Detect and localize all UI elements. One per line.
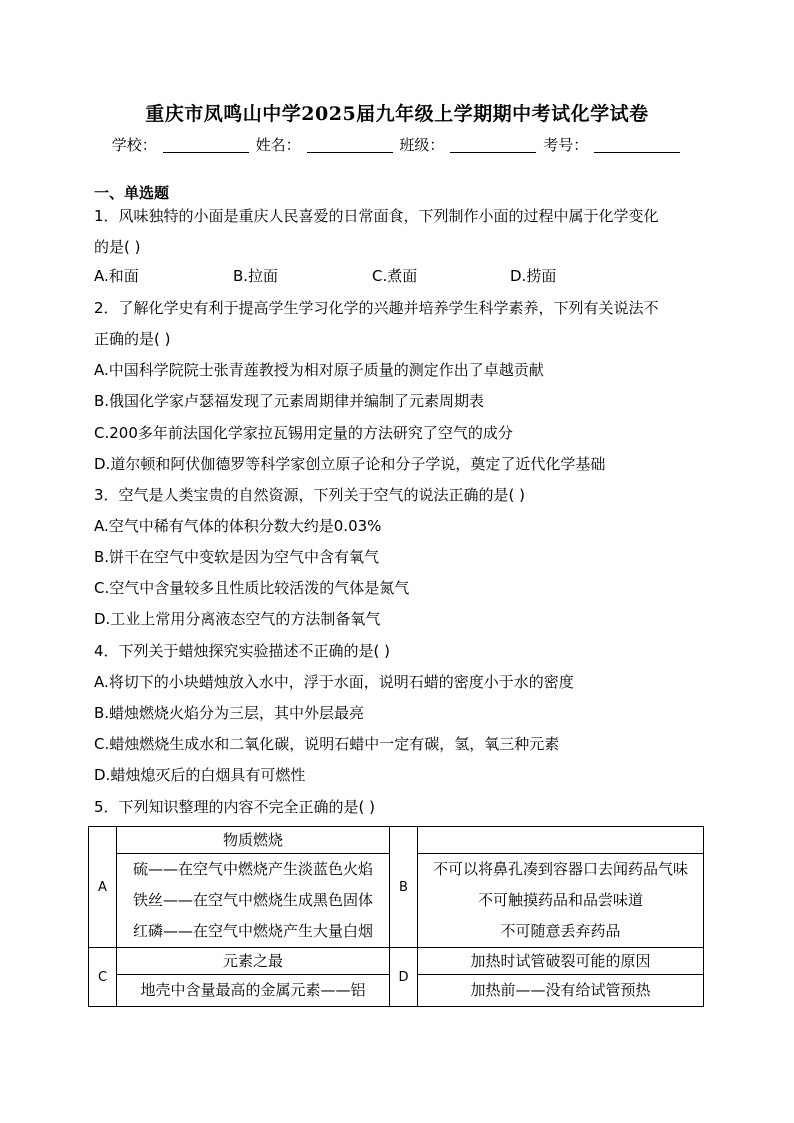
q1-option-d: D.捞面 xyxy=(510,267,557,285)
table-row-cd xyxy=(89,948,704,1007)
class-blank xyxy=(450,138,536,153)
q2-option-d: D.道尔顿和阿伏伽德罗等科学家创立原子论和分子学说，奠定了近代化学基础 xyxy=(94,455,606,473)
exam-number-blank xyxy=(594,138,680,153)
q1-stem-line-1: 1．风味独特的小面是重庆人民喜爱的日常面食，下列制作小面的过程中属于化学变化 xyxy=(94,207,659,225)
cell-a-line-2: 铁丝——在空气中燃烧生成黑色固体 xyxy=(132,891,373,909)
cell-d xyxy=(418,948,704,1007)
q2-option-c: C.200多年前法国化学家拉瓦锡用定量的方法研究了空气的成分 xyxy=(94,424,513,442)
school-blank xyxy=(163,138,249,153)
cell-c-header: 元素之最 xyxy=(117,948,389,975)
q3-option-b: B.饼干在空气中变软是因为空气中含有氧气 xyxy=(94,548,380,566)
q3-option-d: D.工业上常用分离液态空气的方法制备氧气 xyxy=(94,610,381,628)
q3-option-c: C.空气中含量较多且性质比较活泼的气体是氮气 xyxy=(94,579,410,597)
cell-d-line-1: 加热前——没有给试管预热 xyxy=(470,981,651,999)
q3-stem: 3．空气是人类宝贵的自然资源，下列关于空气的说法正确的是( ) xyxy=(94,486,526,504)
name-blank xyxy=(307,138,393,153)
q2-option-b: B.俄国化学家卢瑟福发现了元素周期律并编制了元素周期表 xyxy=(94,392,485,410)
q4-stem: 4．下列关于蜡烛探究实验描述不正确的是( ) xyxy=(94,642,391,660)
student-info-row xyxy=(0,134,794,155)
cell-c xyxy=(117,948,390,1007)
cell-c-line-1: 地壳中含量最高的金属元素——铝 xyxy=(140,981,366,999)
cell-a-line-3: 红磷——在空气中燃烧产生大量白烟 xyxy=(132,922,373,940)
knowledge-table xyxy=(88,826,704,1007)
cell-b xyxy=(418,827,704,948)
q4-option-d: D.蜡烛熄灭后的白烟具有可燃性 xyxy=(94,766,306,784)
cell-b-line-1: 不可以将鼻孔凑到容器口去闻药品气味 xyxy=(432,860,688,878)
cell-b-header xyxy=(418,827,703,854)
q1-option-a: A.和面 xyxy=(94,267,139,285)
q1-option-c: C.煮面 xyxy=(372,267,418,285)
exam-number-label: 考号： xyxy=(543,136,589,154)
cell-b-line-3: 不可随意丢弃药品 xyxy=(500,922,621,940)
class-label: 班级： xyxy=(399,136,445,154)
cell-a xyxy=(117,827,390,948)
q4-option-c: C.蜡烛燃烧生成水和二氧化碳，说明石蜡中一定有碳，氢，氧三种元素 xyxy=(94,735,560,753)
section-title: 一、单选题 xyxy=(94,184,170,202)
q1-option-b: B.拉面 xyxy=(233,267,279,285)
q1-stem-line-2: 的是( ) xyxy=(94,238,141,256)
cell-tag-c: C xyxy=(89,948,117,1007)
q4-option-a: A.将切下的小块蜡烛放入水中，浮于水面，说明石蜡的密度小于水的密度 xyxy=(94,673,574,691)
q5-stem: 5．下列知识整理的内容不完全正确的是( ) xyxy=(94,798,376,816)
cell-tag-b: B xyxy=(390,827,418,948)
school-label: 学校： xyxy=(111,136,157,154)
table-row-ab xyxy=(89,827,704,948)
cell-tag-a: A xyxy=(89,827,117,948)
q4-option-b: B.蜡烛燃烧火焰分为三层，其中外层最亮 xyxy=(94,704,365,722)
cell-b-line-2: 不可触摸药品和品尝味道 xyxy=(477,891,643,909)
cell-d-header: 加热时试管破裂可能的原因 xyxy=(418,948,703,975)
cell-tag-d: D xyxy=(390,948,418,1007)
q2-stem-line-1: 2．了解化学史有利于提高学生学习化学的兴趣并培养学生科学素养，下列有关说法不 xyxy=(94,299,659,317)
q2-option-a: A.中国科学院院士张青莲教授为相对原子质量的测定作出了卓越贡献 xyxy=(94,361,544,379)
exam-title: 重庆市凤鸣山中学2025届九年级上学期期中考试化学试卷 xyxy=(145,103,649,125)
cell-a-header: 物质燃烧 xyxy=(117,827,389,854)
q2-stem-line-2: 正确的是( ) xyxy=(94,330,171,348)
name-label: 姓名： xyxy=(255,136,301,154)
cell-a-line-1: 硫——在空气中燃烧产生淡蓝色火焰 xyxy=(132,860,373,878)
q3-option-a: A.空气中稀有气体的体积分数大约是0.03% xyxy=(94,517,382,535)
